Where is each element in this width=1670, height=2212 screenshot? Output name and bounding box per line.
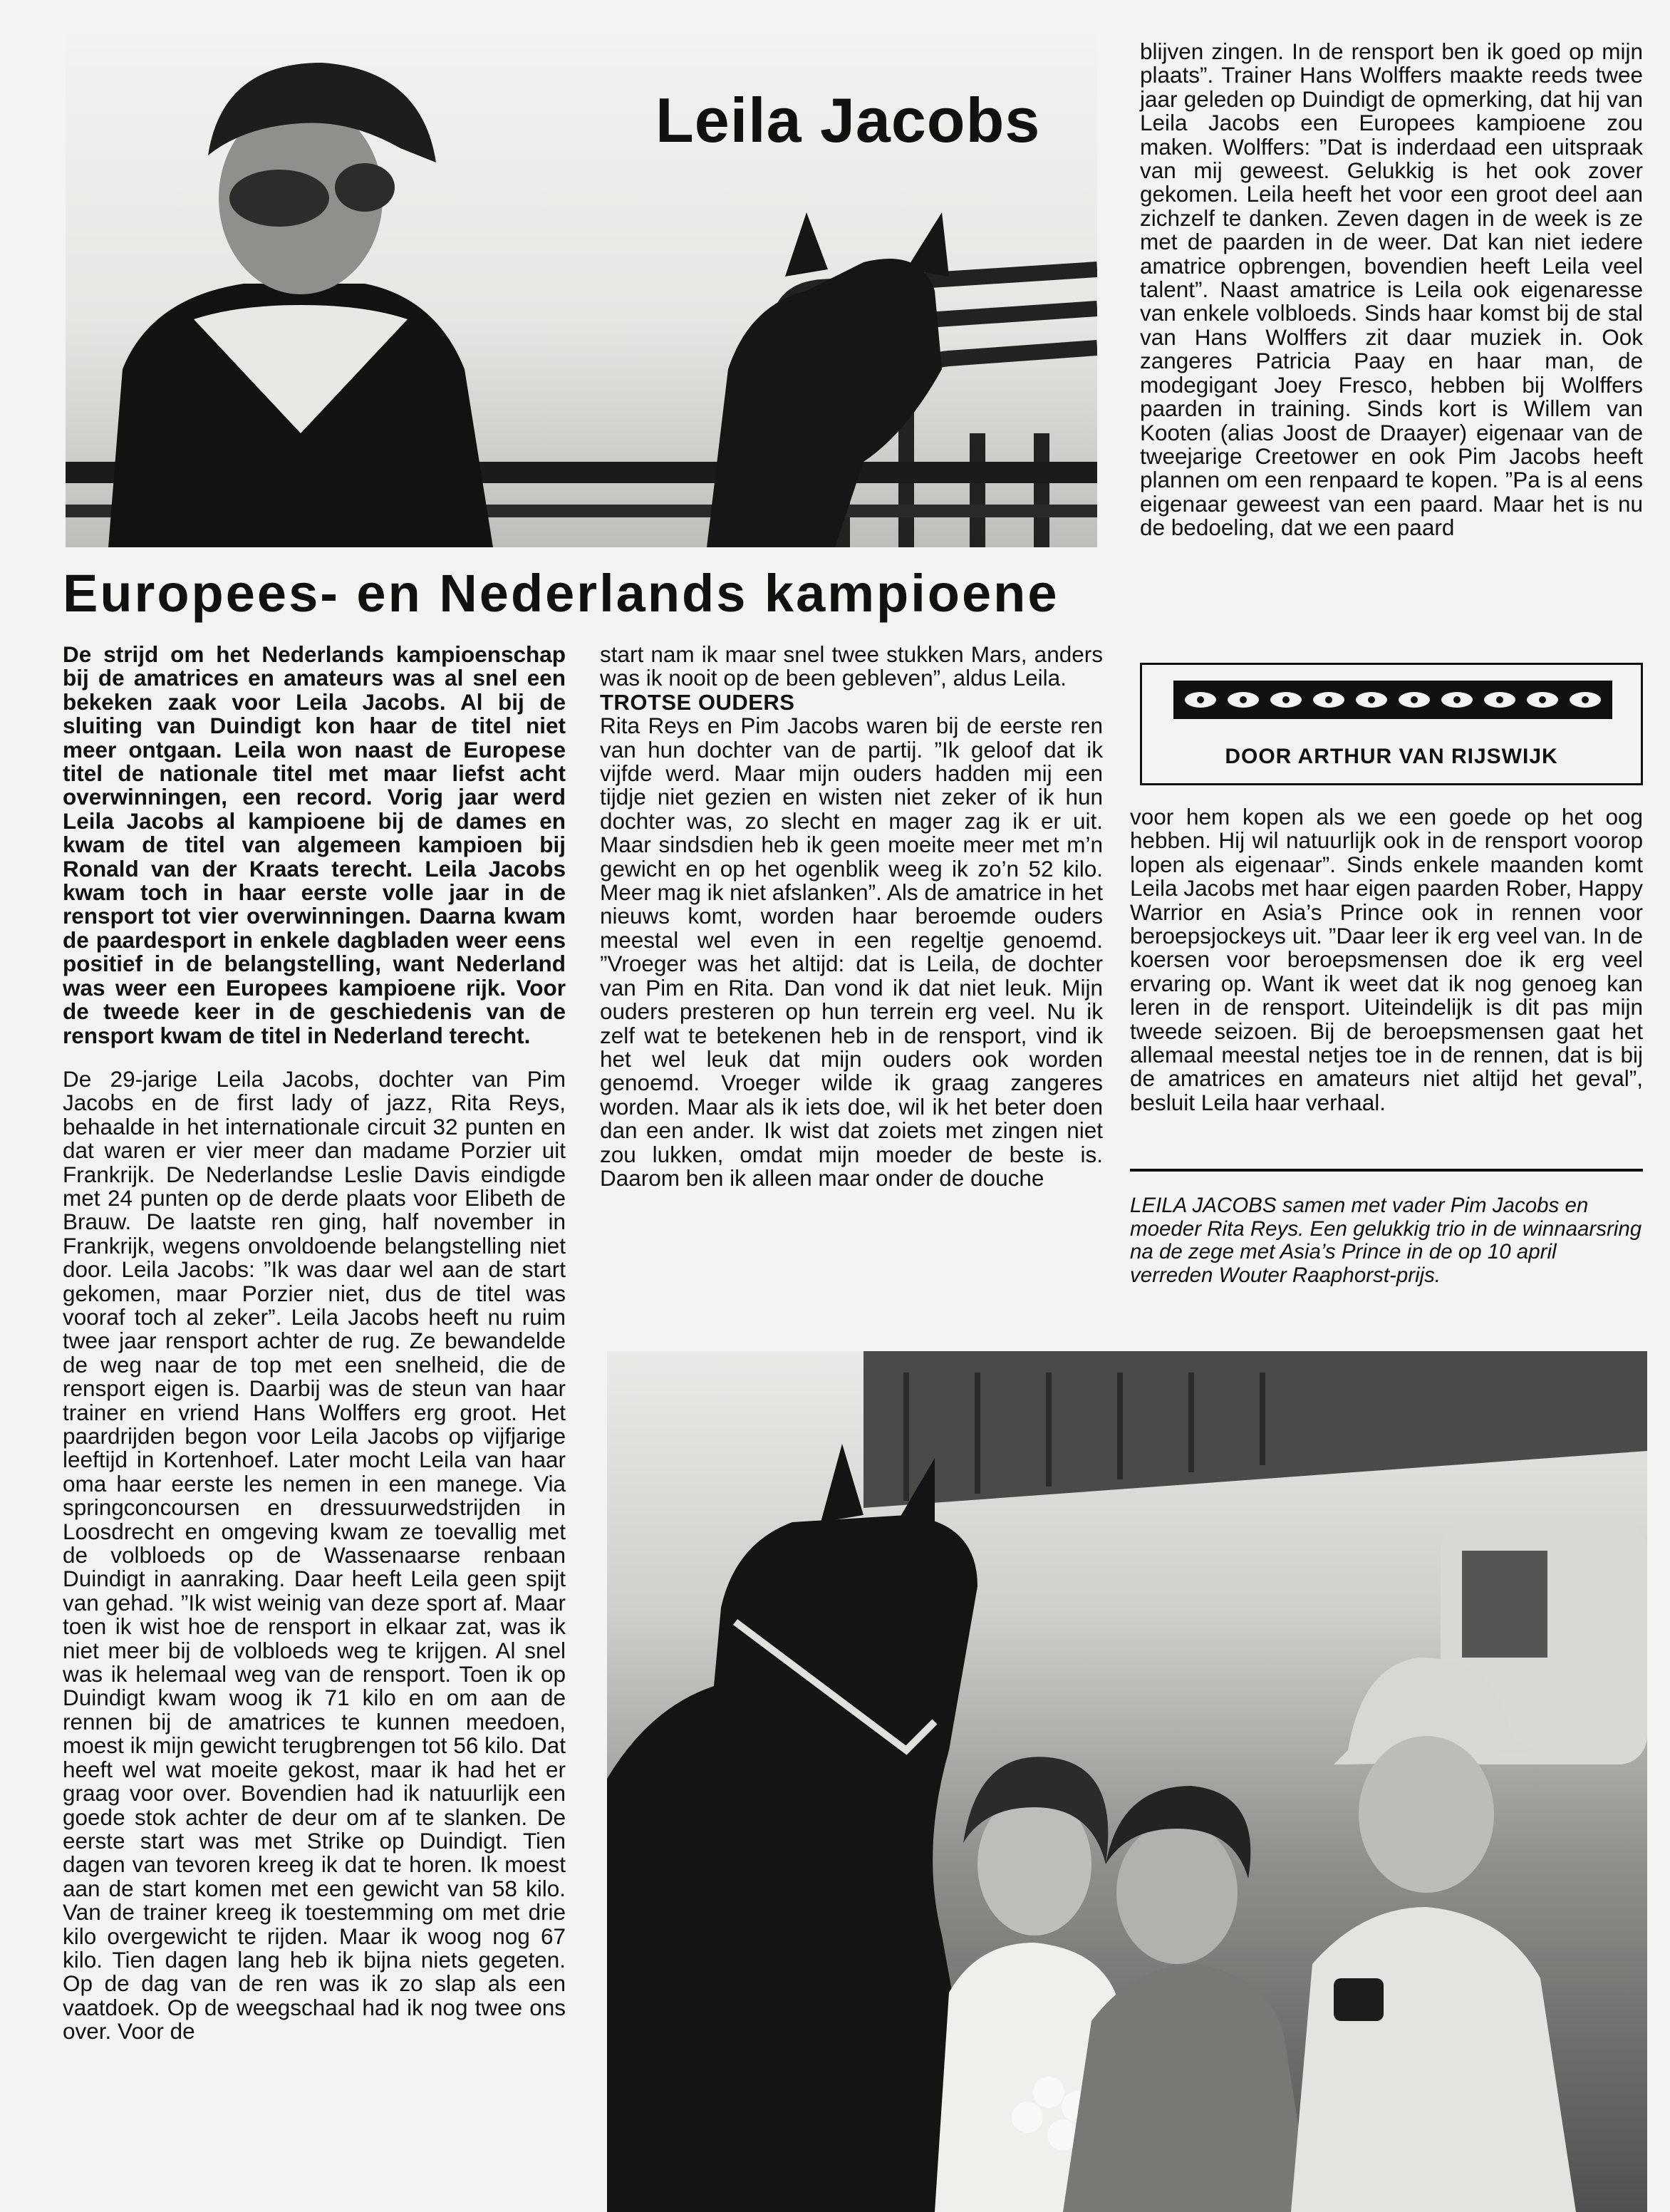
column-3-top: [1140, 40, 1643, 540]
byline: DOOR ARTHUR VAN RIJSWIJK: [1225, 745, 1558, 768]
ornament-border-icon: [1173, 681, 1612, 719]
winners-scene-icon: [607, 1351, 1647, 2212]
page-title: Leila Jacobs: [655, 85, 1041, 155]
column-1: [63, 643, 566, 2044]
column-3-bottom: [1130, 805, 1643, 1115]
photo-caption: LEILA JACOBS samen met vader Pim Jacobs en moeder Rita Reys. Een gelukkig trio in de winnaarsring na de zege met Asia’s Prince in de op 10 april verreden Wouter Raaphorst-prijs.: [1130, 1194, 1642, 1287]
column-3-bottom-body: voor hem kopen als we een goede op het oog hebben. Hij wil natuurlijk ook in de rensport voorop lopen als eigenaar”. Sinds enkele maanden komt Leila Jacobs met haar eigen paarden Rober, Happy Warrior en Asia’s Prince ook in rennen voor beroepsjockeys uit. ”Daar leer ik erg veel van. In de koersen voor beroepsmensen doe ik erg veel ervaring op. Want ik weet dat ik nog genoeg kan leren in de rensport. Uiteindelijk is dit pas mijn tweede seizoen. Bij de beroepsmensen gaat het allemaal meestal netjes toe in de rennen, dat is bij de amatrices en amateurs niet altijd het geval”, besluit Leila haar verhaal.: [1130, 804, 1643, 1115]
byline-box: [1140, 663, 1643, 785]
winners-photo: [607, 1351, 1647, 2212]
intro-paragraph: De strijd om het Nederlands kampioenschap bij de amatrices en amateurs was al snel een bekeken zaak voor Leila Jacobs. Al bij de sluiting van Duindigt kon haar de titel niet meer ontgaan. Leila won naast de Europese titel de nationale titel met maar liefst acht overwinningen, een record. Vorig jaar werd Leila Jacobs al kampioene bij de dames en kwam de titel van algemeen kampioen bij Ronald van der Kraats terecht. Leila Jacobs kwam toch in haar eerste volle jaar in de rensport tot vier overwinningen. Daarna kwam de paardesport in enkele dagbladen weer eens positief in de belangstelling, want Nederland was weer een Europees kampioene rijk. Voor de tweede keer in de geschiedenis van de rensport kwam de titel in Nederland terecht.: [63, 641, 566, 1048]
column-1-body: De 29-jarige Leila Jacobs, dochter van Pim Jacobs en de first lady of jazz, Rita Reys, behaalde in het internationale circuit 32 punten en dat waren er vier meer dan madame Porzier uit Frankrijk. De Nederlandse Leslie Davis eindigde met 24 punten op de derde plaats voor Elibeth de Brauw. De laatste ren ging, half november in Frankrijk, wegens onvoldoende belangstelling niet door. Leila Jacobs: ”Ik was daar wel aan de start gekomen, maar Porzier niet, dus de titel was vooraf toch al zeker”. Leila Jacobs heeft nu ruim twee jaar rensport achter de rug. Ze bewandelde de weg naar de top met een snelheid, die de rensport eigen is. Daarbij was de steun van haar trainer en vriend Hans Wolffers erg groot. Het paardrijden begon voor Leila Jacobs op vijfjarige leeftijd in Kortenhoef. Later mocht Leila van haar oma haar eerste les nemen in een manege. Via springconcoursen en dressuurwedstrijden in Loosdrecht en omgeving kwam ze toevallig met de volbloeds op de Wassenaarse renbaan Duindigt in aanraking. Daar heeft Leila geen spijt van gehad. ”Ik wist weinig van deze sport af. Maar toen ik wist hoe de rensport in elkaar zat, was ik niet meer bij de volbloeds weg te krijgen. Al snel was ik helemaal weg van de rensport. Toen ik op Duindigt kwam woog ik 71 kilo en om aan de rennen bij de amatrices te kunnen meedoen, moest ik mijn gewicht terugbrengen tot 56 kilo. Dat heeft wel wat moeite gekost, maar ik had het er graag voor over. Bovendien had ik natuurlijk een goede stok achter de deur om af te slanken. De eerste start was met Strike op Duindigt. Tien dagen van tevoren kreeg ik dat te horen. Ik moest aan de start komen met een gewicht van 58 kilo. Van de trainer kreeg ik toestemming om met drie kilo overgewicht te rijden. Maar ik woog nog 67 kilo. Tien dagen lang heb ik bijna niets gegeten. Op de dag van de ren was ik zo slap als een vaatdoek. Op de weegschaal had ik nog twee ons over. Voor de: [63, 1065, 566, 2045]
column-2-body: Rita Reys en Pim Jacobs waren bij de eerste ren van hun dochter van de partij. ”Ik geloof dat ik vijfde werd. Maar mijn ouders hadden mij een tijdje niet gezien en wisten niet zeker of ik hun dochter was, zo slecht en mager zag ik er uit. Maar sindsdien heb ik geen moeite meer met m’n gewicht en op het ogenblik weeg ik zo’n 52 kilo. Meer mag ik niet afslanken”. Als de amatrice in het nieuws komt, worden haar beroemde ouders meestal wel even in een regeltje genoemd. ”Vroeger was het altijd: dat is Leila, de dochter van Pim en Rita. Dan vond ik dat niet leuk. Mijn ouders presteren op hun terrein erg veel. Nu ik zelf wat te betekenen heb in de rensport, vind ik het wel leuk dat mijn ouders ook worden genoemd. Vroeger wilde ik graag zangeres worden. Maar als ik iets doe, wil ik het beter doen dan een ander. Ik wist dat zoiets met zingen niet zou lukken, omdat mijn moeder de beste is. Daarom ben ik alleen maar onder de douche: [600, 713, 1103, 1191]
section-heading-trotse-ouders: TROTSE OUDERS: [600, 689, 795, 715]
caption-rule: [1130, 1169, 1643, 1172]
column-3-top-body: blijven zingen. In de rensport ben ik goed op mijn plaats”. Trainer Hans Wolffers maakte reeds twee jaar geleden op Duindigt de opmerking, dat hij van Leila Jacobs een Europees kampioene zou maken. Wolffers: ”Dat is inderdaad een uitspraak van mij geweest. Gelukkig is het ook zover gekomen. Leila heeft het voor een groot deel aan zichzelf te danken. Zeven dagen in de week is ze met de paarden in de weer. Dat kan niet iedere amatrice opbrengen, bovendien heeft Leila veel talent”. Naast amatrice is Leila ook eigenaresse van enkele volbloeds. Sinds haar komst bij de stal van Hans Wolffers zit daar muziek in. Ook zangeres Patricia Paay en haar man, de modegigant Joey Fresco, hebben bij Wolffers paarden in training. Sinds kort is Willem van Kooten (alias Joost de Draayer) eigenaar van de tweejarige Creetower en ook Pim Jacobs heeft plannen om een renpaard te kopen. ”Pa is al eens eigenaar geweest van een paard. Maar het is nu de bedoeling, dat we een paard: [1140, 38, 1643, 541]
column-2: [600, 643, 1103, 1190]
page-subtitle: Europees- en Nederlands kampioene: [63, 564, 1059, 623]
column-2-continuation: start nam ik maar snel twee stukken Mars, anders was ik nooit op de been gebleven”, aldus Leila.: [600, 641, 1103, 691]
